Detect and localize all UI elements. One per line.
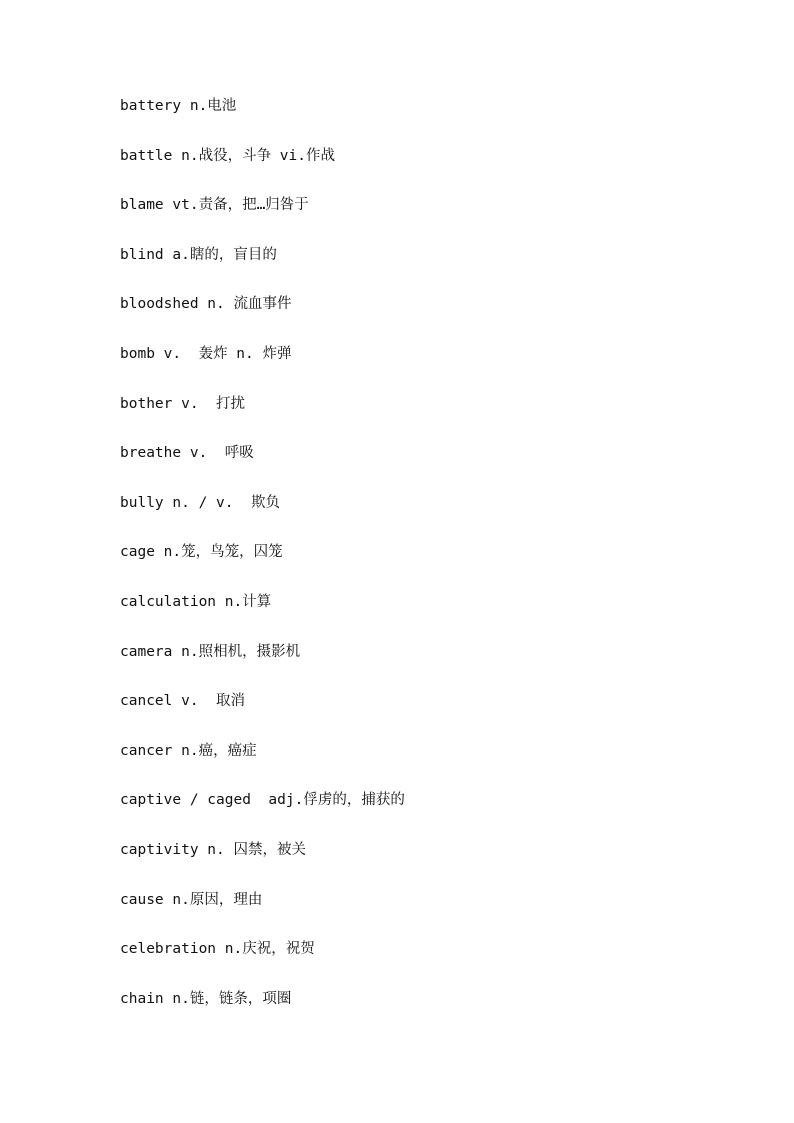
entry-text: blind a.瞎的，盲目的 xyxy=(120,246,277,263)
entry-text: bomb v. 轰炸 n. 炸弹 xyxy=(120,345,292,362)
entry-text: breathe v. 呼吸 xyxy=(120,445,254,462)
vocabulary-list xyxy=(120,95,405,1037)
vocabulary-entry xyxy=(120,95,405,145)
entry-text: bloodshed n. 流血事件 xyxy=(120,296,292,313)
vocabulary-entry xyxy=(120,492,405,542)
vocabulary-entry xyxy=(120,293,405,343)
vocabulary-entry xyxy=(120,839,405,889)
vocabulary-entry xyxy=(120,442,405,492)
entry-text: chain n.链，链条，项圈 xyxy=(120,990,292,1007)
entry-text: calculation n.计算 xyxy=(120,593,272,610)
entry-text: battle n.战役，斗争 vi.作战 xyxy=(120,147,335,164)
vocabulary-entry xyxy=(120,988,405,1038)
entry-text: cause n.原因，理由 xyxy=(120,891,263,908)
vocabulary-entry xyxy=(120,740,405,790)
vocabulary-entry xyxy=(120,789,405,839)
entry-text: cancel v. 取消 xyxy=(120,693,246,710)
vocabulary-entry xyxy=(120,541,405,591)
vocabulary-entry xyxy=(120,145,405,195)
entry-text: blame vt.责备，把…归咎于 xyxy=(120,197,309,214)
entry-text: captive / caged adj.俘虏的，捕获的 xyxy=(120,792,405,809)
vocabulary-entry xyxy=(120,194,405,244)
entry-text: celebration n.庆祝，祝贺 xyxy=(120,941,315,958)
entry-text: camera n.照相机，摄影机 xyxy=(120,643,301,660)
vocabulary-entry xyxy=(120,393,405,443)
vocabulary-entry xyxy=(120,343,405,393)
entry-text: cage n.笼，鸟笼，囚笼 xyxy=(120,544,283,561)
entry-text: captivity n. 囚禁，被关 xyxy=(120,841,306,858)
vocabulary-entry xyxy=(120,889,405,939)
vocabulary-entry xyxy=(120,641,405,691)
vocabulary-entry xyxy=(120,690,405,740)
entry-text: bother v. 打扰 xyxy=(120,395,246,412)
vocabulary-entry xyxy=(120,244,405,294)
entry-text: cancer n.癌，癌症 xyxy=(120,742,257,759)
vocabulary-entry xyxy=(120,938,405,988)
vocabulary-entry xyxy=(120,591,405,641)
entry-text: battery n.电池 xyxy=(120,98,237,114)
entry-text: bully n. / v. 欺负 xyxy=(120,494,280,511)
